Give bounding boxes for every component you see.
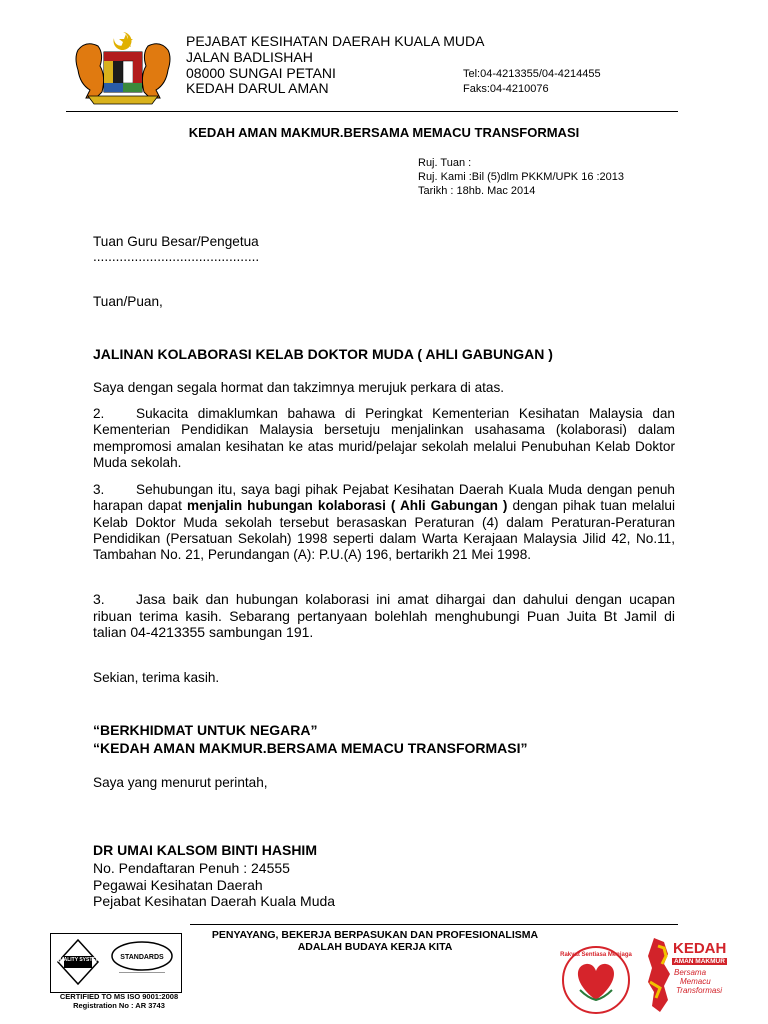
paragraph-3-emphasis: menjalin hubungan kolaborasi ( Ahli Gabungan ) (186, 498, 508, 514)
cert-line-1: CERTIFIED TO MS ISO 9001:2008 (59, 992, 179, 1001)
signatory-position: Pegawai Kesihatan Daerah (93, 877, 263, 893)
quality-system-seal-icon (56, 938, 100, 986)
cert-line-2: Registration No : AR 3743 (73, 1001, 165, 1010)
paragraph-number: 2. (93, 406, 105, 421)
salutation: Tuan/Puan, (93, 294, 163, 309)
signatory-office: Pejabat Kesihatan Daerah Kuala Muda (93, 893, 336, 909)
address-state: KEDAH DARUL AMAN (186, 80, 329, 96)
kedah-logo-tag-1: Bersama (674, 968, 707, 977)
kedah-logo-tag-2: Memacu (680, 977, 711, 986)
certification-badges (50, 933, 182, 993)
heart-hands-logo-icon (560, 944, 632, 1016)
paragraph-number: 3. (93, 482, 105, 497)
paragraph-2 (93, 406, 675, 471)
motto-heading: KEDAH AMAN MAKMUR.BERSAMA MEMACU TRANSFORMASI (188, 125, 580, 140)
closing: Sekian, terima kasih. (93, 670, 220, 685)
standards-seal-icon (109, 940, 175, 976)
quality-system-label: QUALITY SYSTEM (56, 957, 100, 963)
standards-label: STANDARDS (120, 954, 164, 961)
paragraph-number: 3. (93, 591, 105, 607)
address-street: JALAN BADLISHAH (186, 49, 313, 65)
paragraph-3 (93, 482, 675, 563)
ref-ours: Ruj. Kami :Bil (5)dlm PKKM/UPK 16 :2013 (418, 171, 625, 183)
letter-subject: JALINAN KOLABORASI KELAB DOKTOR MUDA ( AHLI GABUNGAN ) (93, 346, 553, 362)
paragraph-2-text: Sukacita dimaklumkan bahawa di Peringkat Kementerian Kesihatan Malaysia dan Kementerian Pendidikan Malaysia bersetuju menjalinkan usahasama (kolaborasi) dalam mempromosi amalan kesihatan ke atas murid/pelajar sekolah melalui Penubuhan Kelab Doktor Muda sekolah. (93, 406, 675, 470)
header-rule (66, 111, 678, 112)
slogan-2: “KEDAH AMAN MAKMUR.BERSAMA MEMACU TRANSFORMASI” (93, 740, 528, 756)
work-culture-line-2: ADALAH BUDAYA KERJA KITA (297, 941, 453, 953)
address-postcode-city: 08000 SUNGAI PETANI (186, 65, 336, 81)
paragraph-3-text-b: dengan pihak tuan melalui Kelab Doktor Muda sekolah tersebut berasaskan Peraturan (4) dalam Peraturan-Peraturan Pendidikan (Persatuan Sekolah) 1998 seperti dalam Warta Kerajaan Malaysia Jilid 42, No.11, Tambahan No. 21, Perundangan (A): P.U.(A) 196, bertarikh 21 Mei 1998. (93, 498, 675, 563)
paragraph-4-text: Jasa baik dan hubungan kolaborasi ini amat dihargai dan dahului dengan ucapan ribuan terima kasih. Sebarang pertanyaan bolehlah menghubungi Puan Juita Bt Jamil di talian 04-4213355 sambungan 191. (93, 591, 675, 641)
paragraph-4 (93, 591, 675, 641)
slogan-1: “BERKHIDMAT UNTUK NEGARA” (93, 722, 318, 738)
recipient-dots: ............................................ (93, 249, 260, 264)
heart-logo-text: Rakyat Sentiasa Menjaga (560, 952, 632, 958)
signatory-name: DR UMAI KALSOM BINTI HASHIM (93, 842, 317, 858)
coat-of-arms-icon (68, 30, 178, 108)
signatory-reg: No. Pendaftaran Penuh : 24555 (93, 860, 290, 876)
recipient-title: Tuan Guru Besar/Pengetua (93, 234, 259, 249)
paragraph-3-text-a: Sehubungan itu, saya bagi pihak Pejabat Kesihatan Daerah Kuala Muda dengan penuh harapan dapat (93, 482, 675, 514)
ref-your: Ruj. Tuan : (418, 157, 472, 169)
ref-date: Tarikh : 18hb. Mac 2014 (418, 185, 536, 197)
kedah-logo-sub: AMAN MAKMUR (674, 958, 725, 965)
footer-rule (190, 924, 678, 925)
fax: Faks:04-4210076 (463, 83, 549, 95)
paragraph-1: Saya dengan segala hormat dan takzimnya merujuk perkara di atas. (93, 380, 505, 395)
kedah-logo-tag-3: Transformasi (676, 986, 723, 995)
office-name: PEJABAT KESIHATAN DAERAH KUALA MUDA (186, 33, 485, 49)
telephone: Tel:04-4213355/04-4214455 (463, 68, 601, 80)
kedah-logo-word: KEDAH (673, 940, 727, 957)
signoff: Saya yang menurut perintah, (93, 775, 268, 790)
work-culture-line-1: PENYAYANG, BEKERJA BERPASUKAN DAN PROFESIONALISMA (211, 929, 539, 941)
